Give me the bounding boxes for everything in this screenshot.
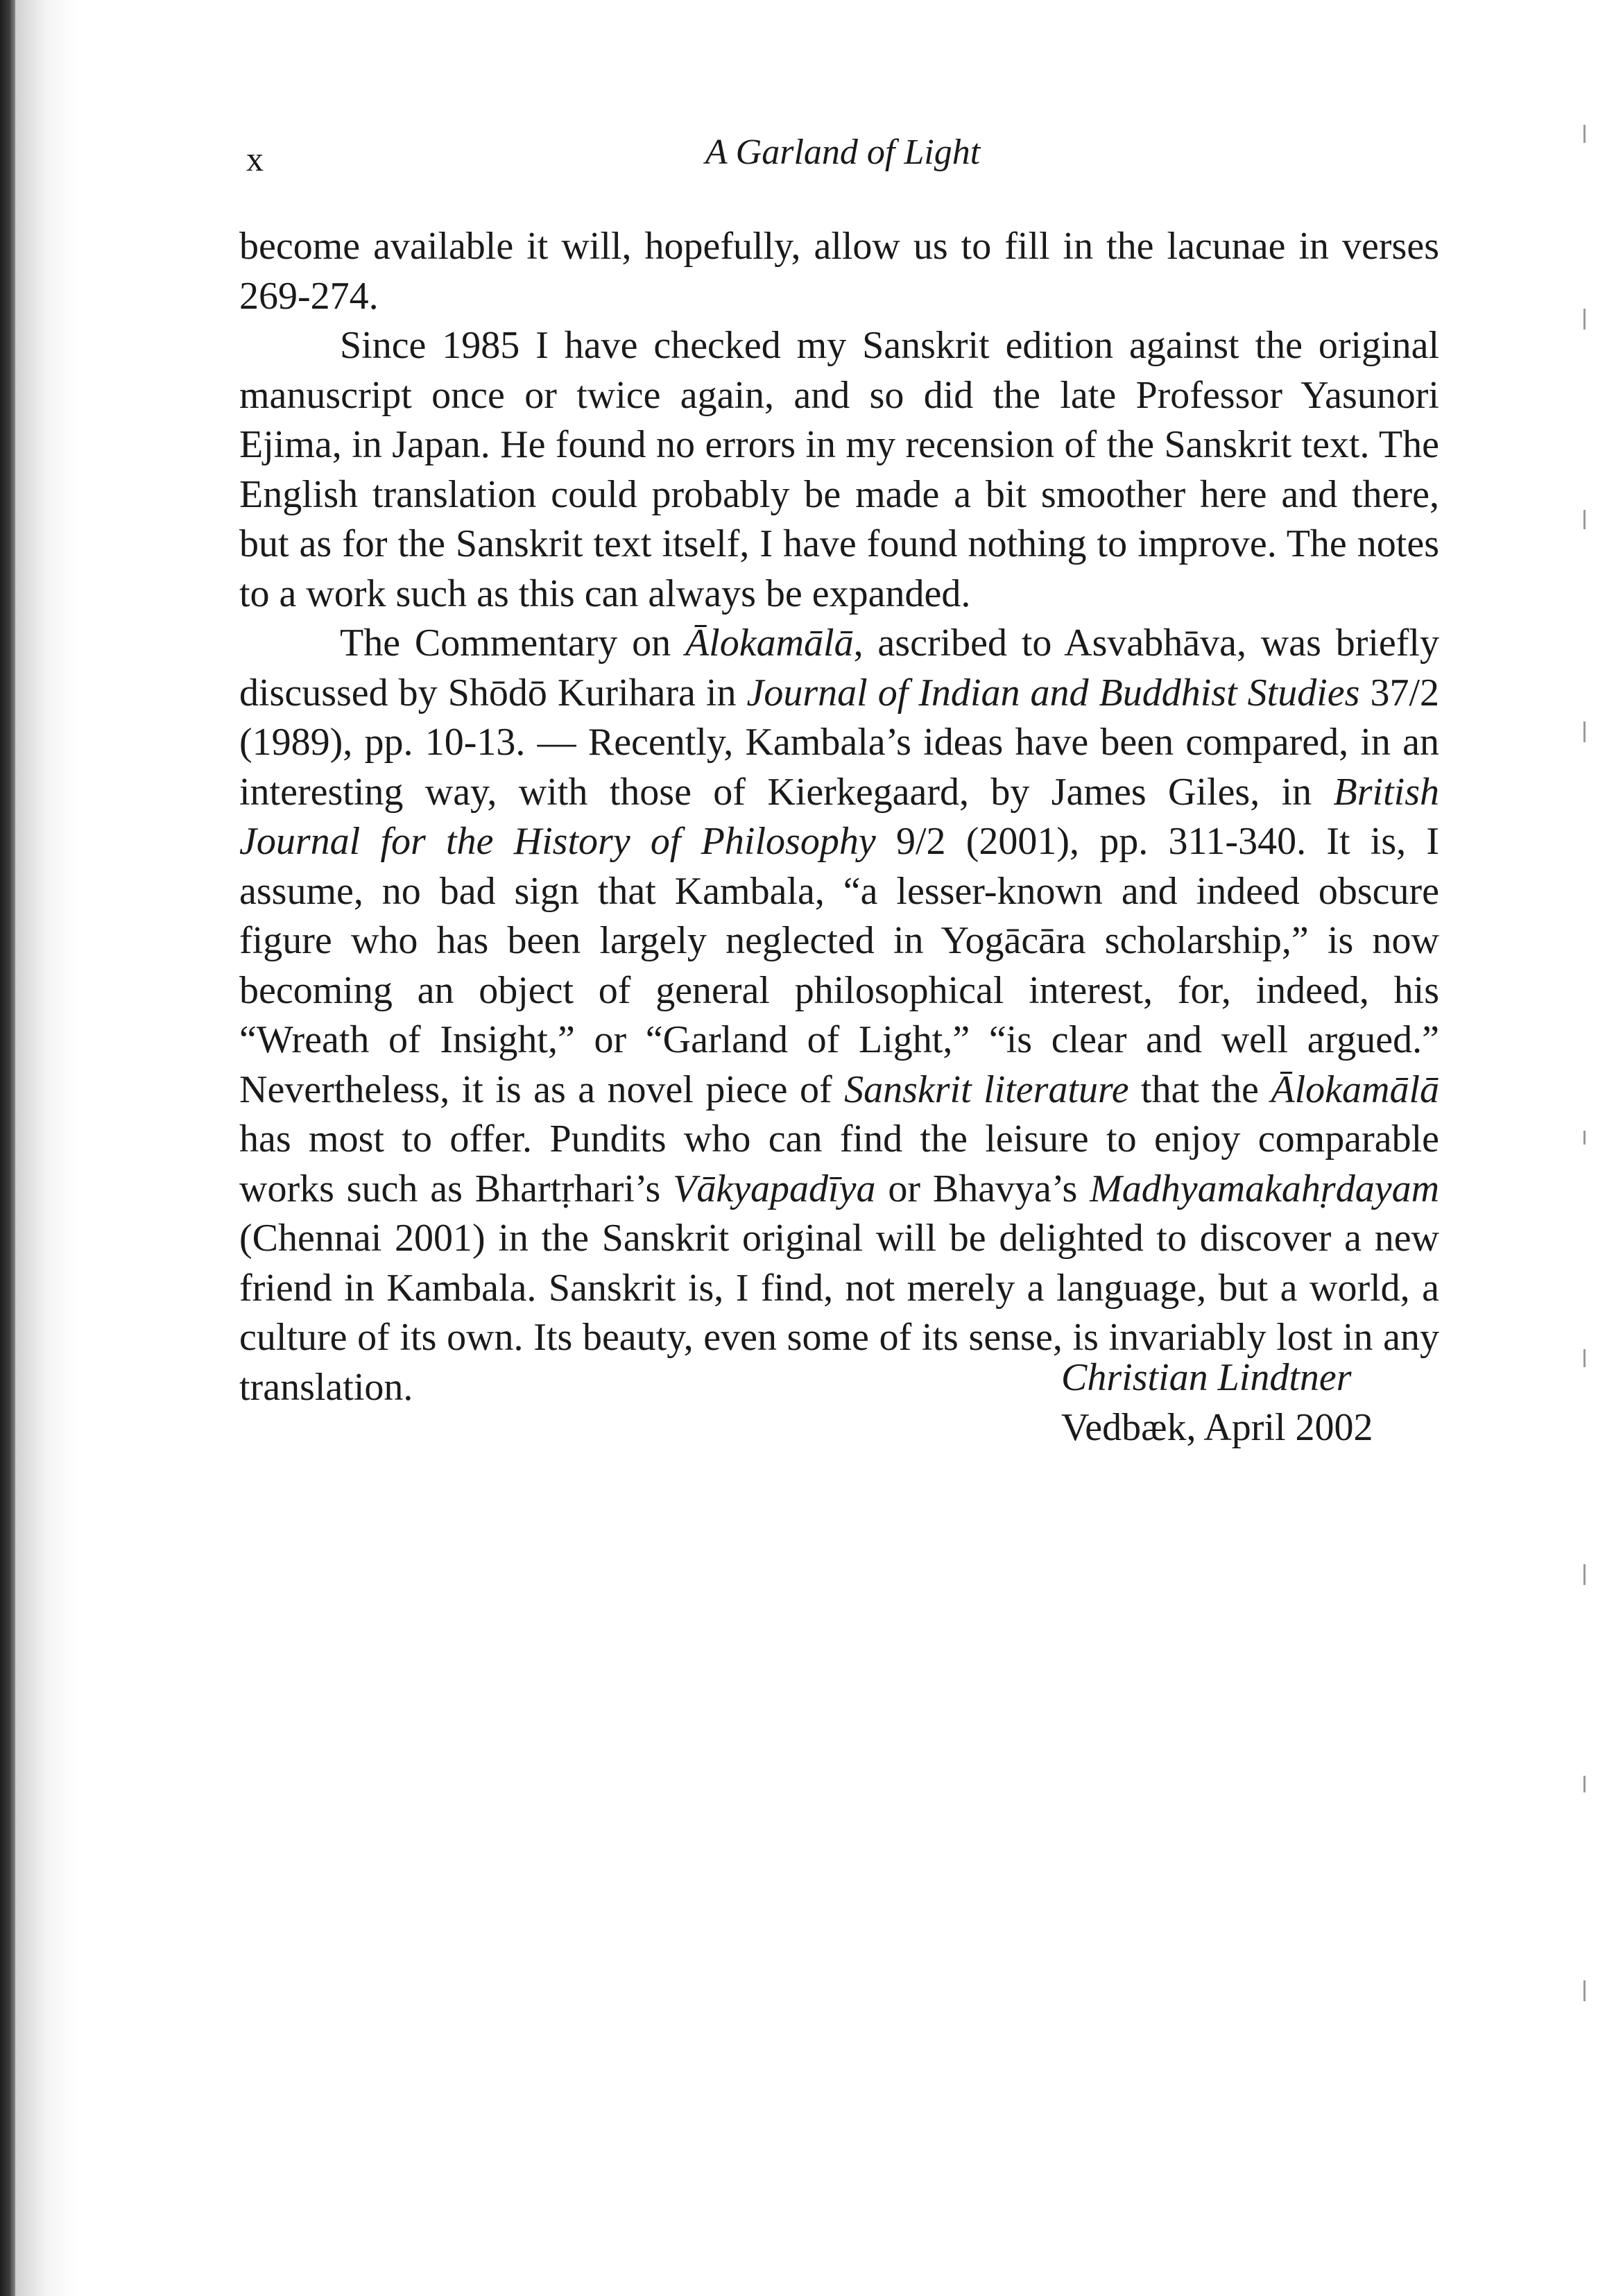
signature bbox=[1061, 1353, 1477, 1453]
book-title: A Garland of Light bbox=[705, 132, 981, 172]
margin-mark bbox=[1583, 1349, 1586, 1367]
binding-shadow bbox=[15, 0, 78, 2296]
title-alokamala: Ālokamālā bbox=[685, 622, 854, 665]
journal-title: Journal of Indian and Buddhist Studies bbox=[746, 671, 1360, 714]
paragraph-3 bbox=[239, 619, 1439, 1412]
author-name: Christian Lindtner bbox=[1061, 1356, 1352, 1399]
margin-mark bbox=[1583, 1131, 1586, 1145]
running-head bbox=[246, 132, 1439, 187]
paragraph-text: 9/2 (2001), pp. 311-340. It is, I assume, no bad sign that Kambala, “a lesser-known and indeed obscure figure who has been largely neglected in Yogācāra scholarship,” is now becoming an object of general philosophical interest, for, indeed, his “Wreath of Insight,” or “Garland of Light,” “is clear and well argued.” Nevertheless, it is as a novel piece of bbox=[239, 820, 1439, 1111]
title-alokamala: Ālokamālā bbox=[1271, 1068, 1440, 1111]
paragraph-1 bbox=[239, 222, 1439, 321]
page-number: x bbox=[246, 139, 264, 178]
paragraph-text: , ascribed to Asvabhāva, was briefly discussed by Shōdō Kurihara in bbox=[239, 622, 1439, 714]
paragraph-text: that the bbox=[1128, 1068, 1271, 1111]
title-vakyapadiya: Vākyapadīya bbox=[673, 1167, 876, 1210]
binding-edge bbox=[0, 0, 15, 2296]
paragraph-text: Since 1985 I have checked my Sanskrit edition against the original manuscript once or twice again, and so did the late Professor Yasunori Ejima, in Japan. He found no errors in my recension of the Sanskrit text. The English translation could probably be made a bit smoother here and there, but as for the Sanskrit text itself, I have found nothing to improve. The notes to a work such as this can always be expanded. bbox=[239, 324, 1439, 615]
margin-mark bbox=[1583, 125, 1586, 143]
margin-mark bbox=[1583, 721, 1586, 742]
place-date: Vedbæk, April 2002 bbox=[1061, 1406, 1373, 1449]
margin-mark bbox=[1583, 1564, 1586, 1585]
paragraph-text: The Commentary on bbox=[340, 622, 685, 665]
emphasis-sanskrit-literature: Sanskrit literature bbox=[844, 1068, 1129, 1111]
margin-mark bbox=[1583, 510, 1586, 529]
margin-mark bbox=[1583, 309, 1586, 329]
paragraph-text: or Bhavya’s bbox=[875, 1167, 1090, 1210]
paragraph-text: (Chennai 2001) in the Sanskrit original will be delighted to discover a new friend in Kambala. Sanskrit is, I find, not merely a language, but a world, a culture of its own. Its beauty, even some of its sense, is invariably lost in any translation. bbox=[239, 1217, 1439, 1409]
margin-mark bbox=[1583, 1776, 1586, 1792]
paragraph-text: has most to offer. Pundits who can find the leisure to enjoy comparable works such as Bhartṛhari’s bbox=[239, 1117, 1439, 1210]
paragraph-2 bbox=[239, 321, 1439, 619]
paragraph-text: become available it will, hopefully, allow us to fill in the lacunae in verses 269-274. bbox=[239, 225, 1439, 318]
paragraph-text: 37/2 (1989), pp. 10-13. — Recently, Kambala’s ideas have been compared, in an interesting way, with those of Kierkegaard, by James Giles, in bbox=[239, 671, 1440, 814]
margin-mark bbox=[1583, 1980, 1586, 2001]
title-madhyamakahrdayam: Madhyamakahṛdayam bbox=[1090, 1167, 1440, 1210]
body-text bbox=[239, 222, 1439, 1412]
journal-title: British Journal for the History of Philosophy bbox=[239, 770, 1439, 863]
